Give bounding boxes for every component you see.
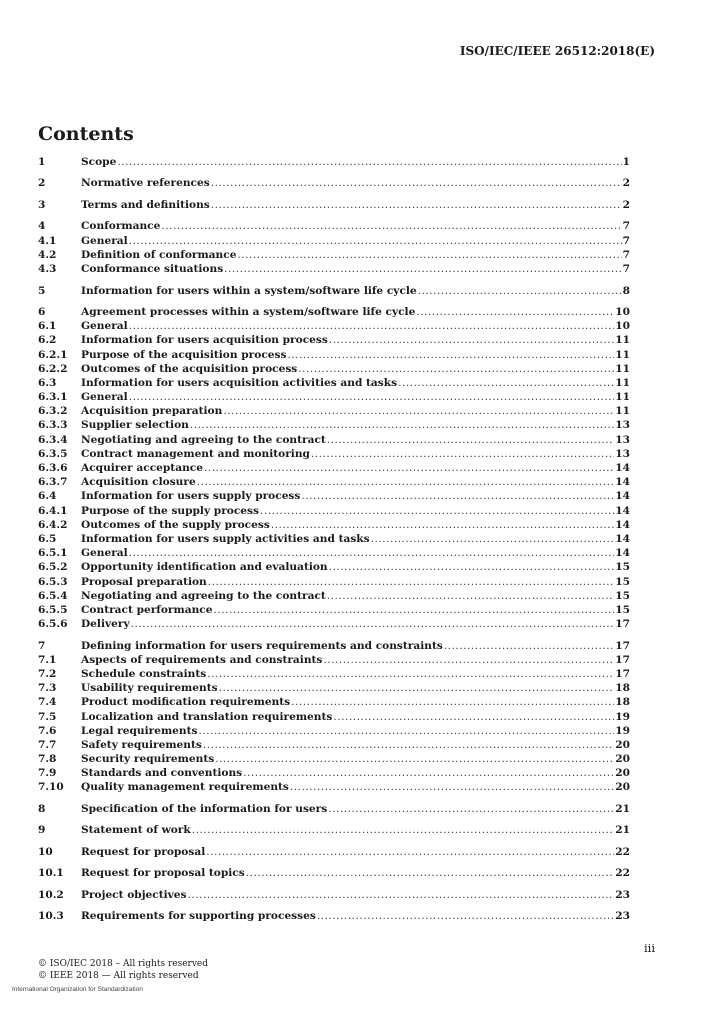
- toc-entry-number: 6.5.5: [38, 603, 68, 616]
- toc-dot-leader: [418, 284, 622, 298]
- toc-dot-leader: [129, 319, 615, 333]
- toc-entry-number: 6.3.2: [38, 405, 68, 418]
- toc-entry[interactable]: [38, 780, 630, 794]
- toc-entry-number: 6.5.3: [38, 575, 68, 588]
- toc-entry-page: 11: [615, 405, 630, 418]
- toc-entry-label: Acquirer acceptance: [81, 462, 203, 475]
- toc-entry[interactable]: [38, 909, 630, 923]
- toc-dot-leader: [246, 866, 615, 880]
- toc-entry-label: Security requirements: [81, 753, 215, 766]
- toc-entry-page: 11: [615, 391, 630, 404]
- toc-entry-label: Purpose of the supply process: [81, 504, 259, 517]
- toc-entry-page: 14: [615, 476, 630, 489]
- toc-dot-leader: [204, 461, 614, 475]
- toc-dot-leader: [117, 155, 621, 169]
- toc-entry-page: 22: [615, 845, 630, 858]
- toc-entry-label: Information for users supply activities and tasks: [81, 532, 370, 545]
- toc-dot-leader: [328, 802, 614, 816]
- toc-entry[interactable]: [38, 284, 630, 298]
- toc-entry-number: 7.7: [38, 738, 57, 751]
- toc-entry[interactable]: [38, 376, 630, 390]
- toc-dot-leader: [211, 198, 622, 212]
- toc-entry-page: 13: [615, 447, 630, 460]
- toc-entry-label: Purpose of the acquisition process: [81, 348, 287, 361]
- toc-entry-label: Aspects of requirements and constraints: [81, 653, 323, 666]
- toc-entry-label: Contract management and monitoring: [81, 447, 310, 460]
- toc-entry-page: 7: [622, 234, 630, 247]
- toc-entry-label: Usability requirements: [81, 682, 218, 695]
- toc-entry-page: 11: [615, 362, 630, 375]
- toc-entry-label: Acquisition closure: [81, 476, 196, 489]
- toc-entry-number: 6.4.1: [38, 504, 68, 517]
- toc-entry-label: Safety requirements: [81, 738, 202, 751]
- toc-entry[interactable]: [38, 362, 630, 376]
- toc-dot-leader: [197, 475, 615, 489]
- toc-entry-number: 10.1: [38, 867, 64, 880]
- toc-entry-number: 4.1: [38, 234, 57, 247]
- toc-dot-leader: [129, 546, 615, 560]
- toc-entry-page: 17: [615, 653, 630, 666]
- toc-entry-page: 10: [615, 305, 630, 318]
- toc-entry-label: Information for users within a system/software life cycle: [81, 284, 417, 297]
- toc-entry[interactable]: [38, 802, 630, 816]
- toc-entry-number: 6.5.2: [38, 561, 68, 574]
- toc-entry-number: 7.10: [38, 781, 64, 794]
- toc-entry-label: Specification of the information for users: [81, 802, 328, 815]
- toc-dot-leader: [243, 766, 614, 780]
- toc-entry-page: 11: [615, 334, 630, 347]
- toc-dot-leader: [323, 653, 614, 667]
- toc-entry-number: 7.4: [38, 696, 57, 709]
- toc-dot-leader: [219, 681, 615, 695]
- toc-entry-number: 6.3.4: [38, 433, 68, 446]
- toc-dot-leader: [301, 489, 614, 503]
- toc-entry-label: Delivery: [81, 618, 130, 631]
- toc-entry[interactable]: [38, 560, 630, 574]
- toc-entry-page: 15: [615, 561, 630, 574]
- toc-entry-page: 21: [615, 802, 630, 815]
- toc-entry-label: Statement of work: [81, 824, 191, 837]
- toc-entry-label: Supplier selection: [81, 419, 189, 432]
- toc-dot-leader: [329, 333, 614, 347]
- toc-entry-number: 6.3.3: [38, 419, 68, 432]
- toc-entry-number: 6.1: [38, 320, 57, 333]
- toc-dot-leader: [291, 695, 614, 709]
- toc-entry-number: 7.9: [38, 767, 57, 780]
- toc-dot-leader: [416, 305, 614, 319]
- toc-dot-leader: [203, 738, 614, 752]
- toc-entry[interactable]: [38, 823, 630, 837]
- toc-entry-number: 4.3: [38, 263, 57, 276]
- toc-entry-label: Negotiating and agreeing to the contract: [81, 589, 326, 602]
- toc-entry-page: 21: [615, 824, 630, 837]
- toc-entry[interactable]: [38, 447, 630, 461]
- toc-dot-leader: [161, 219, 621, 233]
- toc-entry-page: 20: [615, 738, 630, 751]
- toc-entry[interactable]: [38, 155, 630, 169]
- toc-entry-number: 6.3.5: [38, 447, 68, 460]
- toc-entry-number: 3: [38, 198, 46, 211]
- page-number: iii: [644, 941, 656, 955]
- toc-entry-number: 6.3.6: [38, 462, 68, 475]
- toc-dot-leader: [237, 248, 621, 262]
- toc-entry-number: 10: [38, 845, 53, 858]
- toc-entry-label: Opportunity identification and evaluation: [81, 561, 328, 574]
- toc-entry-page: 14: [615, 462, 630, 475]
- toc-entry-number: 6.4: [38, 490, 57, 503]
- toc-entry-number: 6.5.4: [38, 589, 68, 602]
- toc-entry-label: Acquisition preparation: [81, 405, 223, 418]
- toc-entry[interactable]: [38, 724, 630, 738]
- toc-entry[interactable]: [38, 738, 630, 752]
- toc-entry-label: General: [81, 234, 128, 247]
- toc-entry-page: 20: [615, 753, 630, 766]
- toc-entry-page: 23: [615, 910, 630, 923]
- toc-entry[interactable]: [38, 617, 630, 631]
- toc-entry-page: 14: [615, 547, 630, 560]
- toc-entry-page: 19: [615, 710, 630, 723]
- toc-dot-leader: [290, 780, 614, 794]
- toc-dot-leader: [260, 504, 614, 518]
- toc-entry-label: Information for users acquisition process: [81, 334, 328, 347]
- toc-entry[interactable]: [38, 518, 630, 532]
- toc-entry-page: 14: [615, 532, 630, 545]
- toc-entry-label: Project objectives: [81, 888, 187, 901]
- toc-entry[interactable]: [38, 681, 630, 695]
- toc-entry-label: Localization and translation requirements: [81, 710, 333, 723]
- toc-entry-label: Request for proposal: [81, 845, 206, 858]
- toc-entry-number: 6.3.7: [38, 476, 68, 489]
- toc-entry[interactable]: [38, 475, 630, 489]
- toc-dot-leader: [192, 823, 615, 837]
- toc-entry[interactable]: [38, 639, 630, 653]
- organization-watermark: International Organization for Standardization: [12, 986, 143, 993]
- toc-dot-leader: [206, 845, 614, 859]
- toc-entry[interactable]: [38, 888, 630, 902]
- toc-entry-label: Schedule constraints: [81, 667, 207, 680]
- document-identifier: ISO/IEC/IEEE 26512:2018(E): [459, 44, 655, 58]
- toc-dot-leader: [208, 575, 614, 589]
- toc-entry-number: 7.6: [38, 724, 57, 737]
- toc-dot-leader: [129, 390, 615, 404]
- toc-dot-leader: [327, 433, 614, 447]
- toc-dot-leader: [311, 447, 614, 461]
- toc-dot-leader: [317, 909, 614, 923]
- toc-entry-number: 6.2.2: [38, 362, 68, 375]
- toc-entry-label: Scope: [81, 156, 117, 168]
- toc-entry-label: Conformance: [81, 220, 161, 233]
- toc-entry-label: Requirements for supporting processes: [81, 910, 316, 923]
- toc-entry[interactable]: [38, 433, 630, 447]
- toc-entry[interactable]: [38, 653, 630, 667]
- toc-entry-page: 17: [615, 618, 630, 631]
- copyright-ieee: © IEEE 2018 — All rights reserved: [38, 971, 199, 981]
- toc-entry-label: Definition of conformance: [81, 248, 237, 261]
- toc-entry[interactable]: [38, 489, 630, 503]
- copyright-iso-iec: © ISO/IEC 2018 – All rights reserved: [38, 959, 208, 969]
- toc-entry[interactable]: [38, 234, 630, 248]
- toc-dot-leader: [271, 518, 614, 532]
- toc-entry-label: Proposal preparation: [81, 575, 207, 588]
- toc-entry-label: Negotiating and agreeing to the contract: [81, 433, 326, 446]
- toc-entry-page: 2: [622, 198, 630, 211]
- toc-entry-number: 8: [38, 802, 46, 815]
- toc-entry[interactable]: [38, 575, 630, 589]
- toc-entry-page: 10: [615, 320, 630, 333]
- toc-dot-leader: [327, 589, 614, 603]
- toc-entry-label: Information for users acquisition activities and tasks: [81, 376, 398, 389]
- toc-entry-label: Agreement processes within a system/software life cycle: [81, 305, 416, 318]
- toc-entry[interactable]: [38, 262, 630, 276]
- toc-entry-label: General: [81, 547, 128, 560]
- toc-entry-label: General: [81, 320, 128, 333]
- toc-entry-label: Contract performance: [81, 603, 213, 616]
- toc-entry-number: 6.3: [38, 376, 57, 389]
- toc-entry-page: 15: [615, 589, 630, 602]
- toc-entry-number: 7.3: [38, 682, 57, 695]
- toc-entry-page: 13: [615, 433, 630, 446]
- toc-entry-page: 18: [615, 696, 630, 709]
- toc-entry[interactable]: [38, 766, 630, 780]
- toc-entry-number: 6.2: [38, 334, 57, 347]
- toc-entry-number: 4: [38, 220, 46, 233]
- toc-dot-leader: [298, 362, 614, 376]
- toc-entry[interactable]: [38, 504, 630, 518]
- toc-entry-number: 6.4.2: [38, 518, 68, 531]
- toc-entry[interactable]: [38, 176, 630, 190]
- toc-entry-page: 2: [622, 177, 630, 190]
- toc-dot-leader: [223, 404, 614, 418]
- page-title: Contents: [38, 123, 134, 145]
- toc-entry[interactable]: [38, 248, 630, 262]
- toc-dot-leader: [213, 603, 614, 617]
- copyright-footer: [38, 958, 208, 982]
- toc-entry-label: General: [81, 391, 128, 404]
- toc-entry-label: Product modification requirements: [81, 696, 291, 709]
- toc-entry-page: 8: [622, 284, 630, 297]
- toc-entry[interactable]: [38, 695, 630, 709]
- toc-entry[interactable]: [38, 845, 630, 859]
- toc-entry[interactable]: [38, 752, 630, 766]
- toc-entry[interactable]: [38, 418, 630, 432]
- toc-entry[interactable]: [38, 198, 630, 212]
- toc-entry-number: 6.5.6: [38, 618, 68, 631]
- toc-entry-number: 7.8: [38, 753, 57, 766]
- toc-entry-page: 13: [615, 419, 630, 432]
- toc-dot-leader: [131, 617, 615, 631]
- toc-entry[interactable]: [38, 532, 630, 546]
- toc-entry-page: 14: [615, 518, 630, 531]
- toc-entry-number: 7.1: [38, 653, 57, 666]
- toc-entry-number: 10.3: [38, 910, 64, 923]
- toc-entry[interactable]: [38, 319, 630, 333]
- toc-dot-leader: [211, 176, 622, 190]
- toc-entry-label: Outcomes of the acquisition process: [81, 362, 298, 375]
- toc-entry-label: Outcomes of the supply process: [81, 518, 270, 531]
- toc-entry-label: Standards and conventions: [81, 767, 243, 780]
- toc-entry-number: 6: [38, 305, 46, 318]
- toc-entry-number: 2: [38, 177, 46, 190]
- toc-entry-label: Terms and definitions: [81, 198, 210, 211]
- toc-entry[interactable]: [38, 603, 630, 617]
- toc-entry[interactable]: [38, 219, 630, 233]
- toc-entry-page: 7: [622, 263, 630, 276]
- toc-entry-number: 4.2: [38, 248, 57, 261]
- toc-dot-leader: [287, 348, 614, 362]
- toc-dot-leader: [198, 724, 614, 738]
- toc-entry[interactable]: [38, 305, 630, 319]
- toc-dot-leader: [207, 667, 614, 681]
- toc-dot-leader: [329, 560, 615, 574]
- toc-entry[interactable]: [38, 404, 630, 418]
- toc-entry-page: 23: [615, 888, 630, 901]
- toc-entry-page: 17: [615, 639, 630, 652]
- toc-dot-leader: [224, 262, 621, 276]
- toc-entry[interactable]: [38, 710, 630, 724]
- toc-entry-page: 11: [615, 376, 630, 389]
- toc-entry-page: 15: [615, 575, 630, 588]
- toc-entry-label: Legal requirements: [81, 724, 198, 737]
- toc-entry-page: 15: [615, 603, 630, 616]
- toc-entry-page: 7: [622, 220, 630, 233]
- toc-entry-label: Request for proposal topics: [81, 867, 245, 880]
- toc-entry-page: 20: [615, 767, 630, 780]
- toc-dot-leader: [333, 710, 614, 724]
- toc-entry[interactable]: [38, 866, 630, 880]
- toc-entry[interactable]: [38, 546, 630, 560]
- toc-dot-leader: [188, 888, 615, 902]
- toc-entry-page: 20: [615, 781, 630, 794]
- toc-entry-number: 6.5.1: [38, 547, 68, 560]
- toc-entry[interactable]: [38, 348, 630, 362]
- toc-entry-page: 22: [615, 867, 630, 880]
- toc-dot-leader: [398, 376, 614, 390]
- toc-entry-number: 5: [38, 284, 46, 297]
- table-of-contents: [38, 155, 630, 924]
- toc-entry-page: 11: [615, 348, 630, 361]
- toc-entry[interactable]: [38, 589, 630, 603]
- toc-entry-number: 1: [38, 156, 46, 168]
- toc-dot-leader: [371, 532, 615, 546]
- toc-entry-label: Information for users supply process: [81, 490, 301, 503]
- toc-entry[interactable]: [38, 390, 630, 404]
- toc-entry[interactable]: [38, 333, 630, 347]
- toc-entry-label: Conformance situations: [81, 263, 224, 276]
- toc-dot-leader: [190, 418, 614, 432]
- toc-entry-number: 6.5: [38, 532, 57, 545]
- toc-entry[interactable]: [38, 667, 630, 681]
- toc-dot-leader: [129, 234, 622, 248]
- toc-dot-leader: [215, 752, 614, 766]
- toc-entry-label: Normative references: [81, 177, 210, 190]
- toc-entry-number: 7.2: [38, 667, 57, 680]
- toc-entry-number: 10.2: [38, 888, 64, 901]
- toc-entry-page: 18: [615, 682, 630, 695]
- toc-entry-number: 6.3.1: [38, 391, 68, 404]
- toc-entry-page: 1: [622, 156, 630, 168]
- toc-entry-page: 14: [615, 504, 630, 517]
- toc-entry-page: 7: [622, 248, 630, 261]
- toc-dot-leader: [444, 639, 614, 653]
- toc-entry-label: Defining information for users requirements and constraints: [81, 639, 443, 652]
- toc-entry-number: 7: [38, 639, 46, 652]
- toc-entry[interactable]: [38, 461, 630, 475]
- toc-entry-number: 7.5: [38, 710, 57, 723]
- toc-entry-page: 19: [615, 724, 630, 737]
- toc-entry-number: 9: [38, 824, 46, 837]
- toc-entry-page: 14: [615, 490, 630, 503]
- toc-entry-page: 17: [615, 667, 630, 680]
- toc-entry-number: 6.2.1: [38, 348, 68, 361]
- toc-entry-label: Quality management requirements: [81, 781, 289, 794]
